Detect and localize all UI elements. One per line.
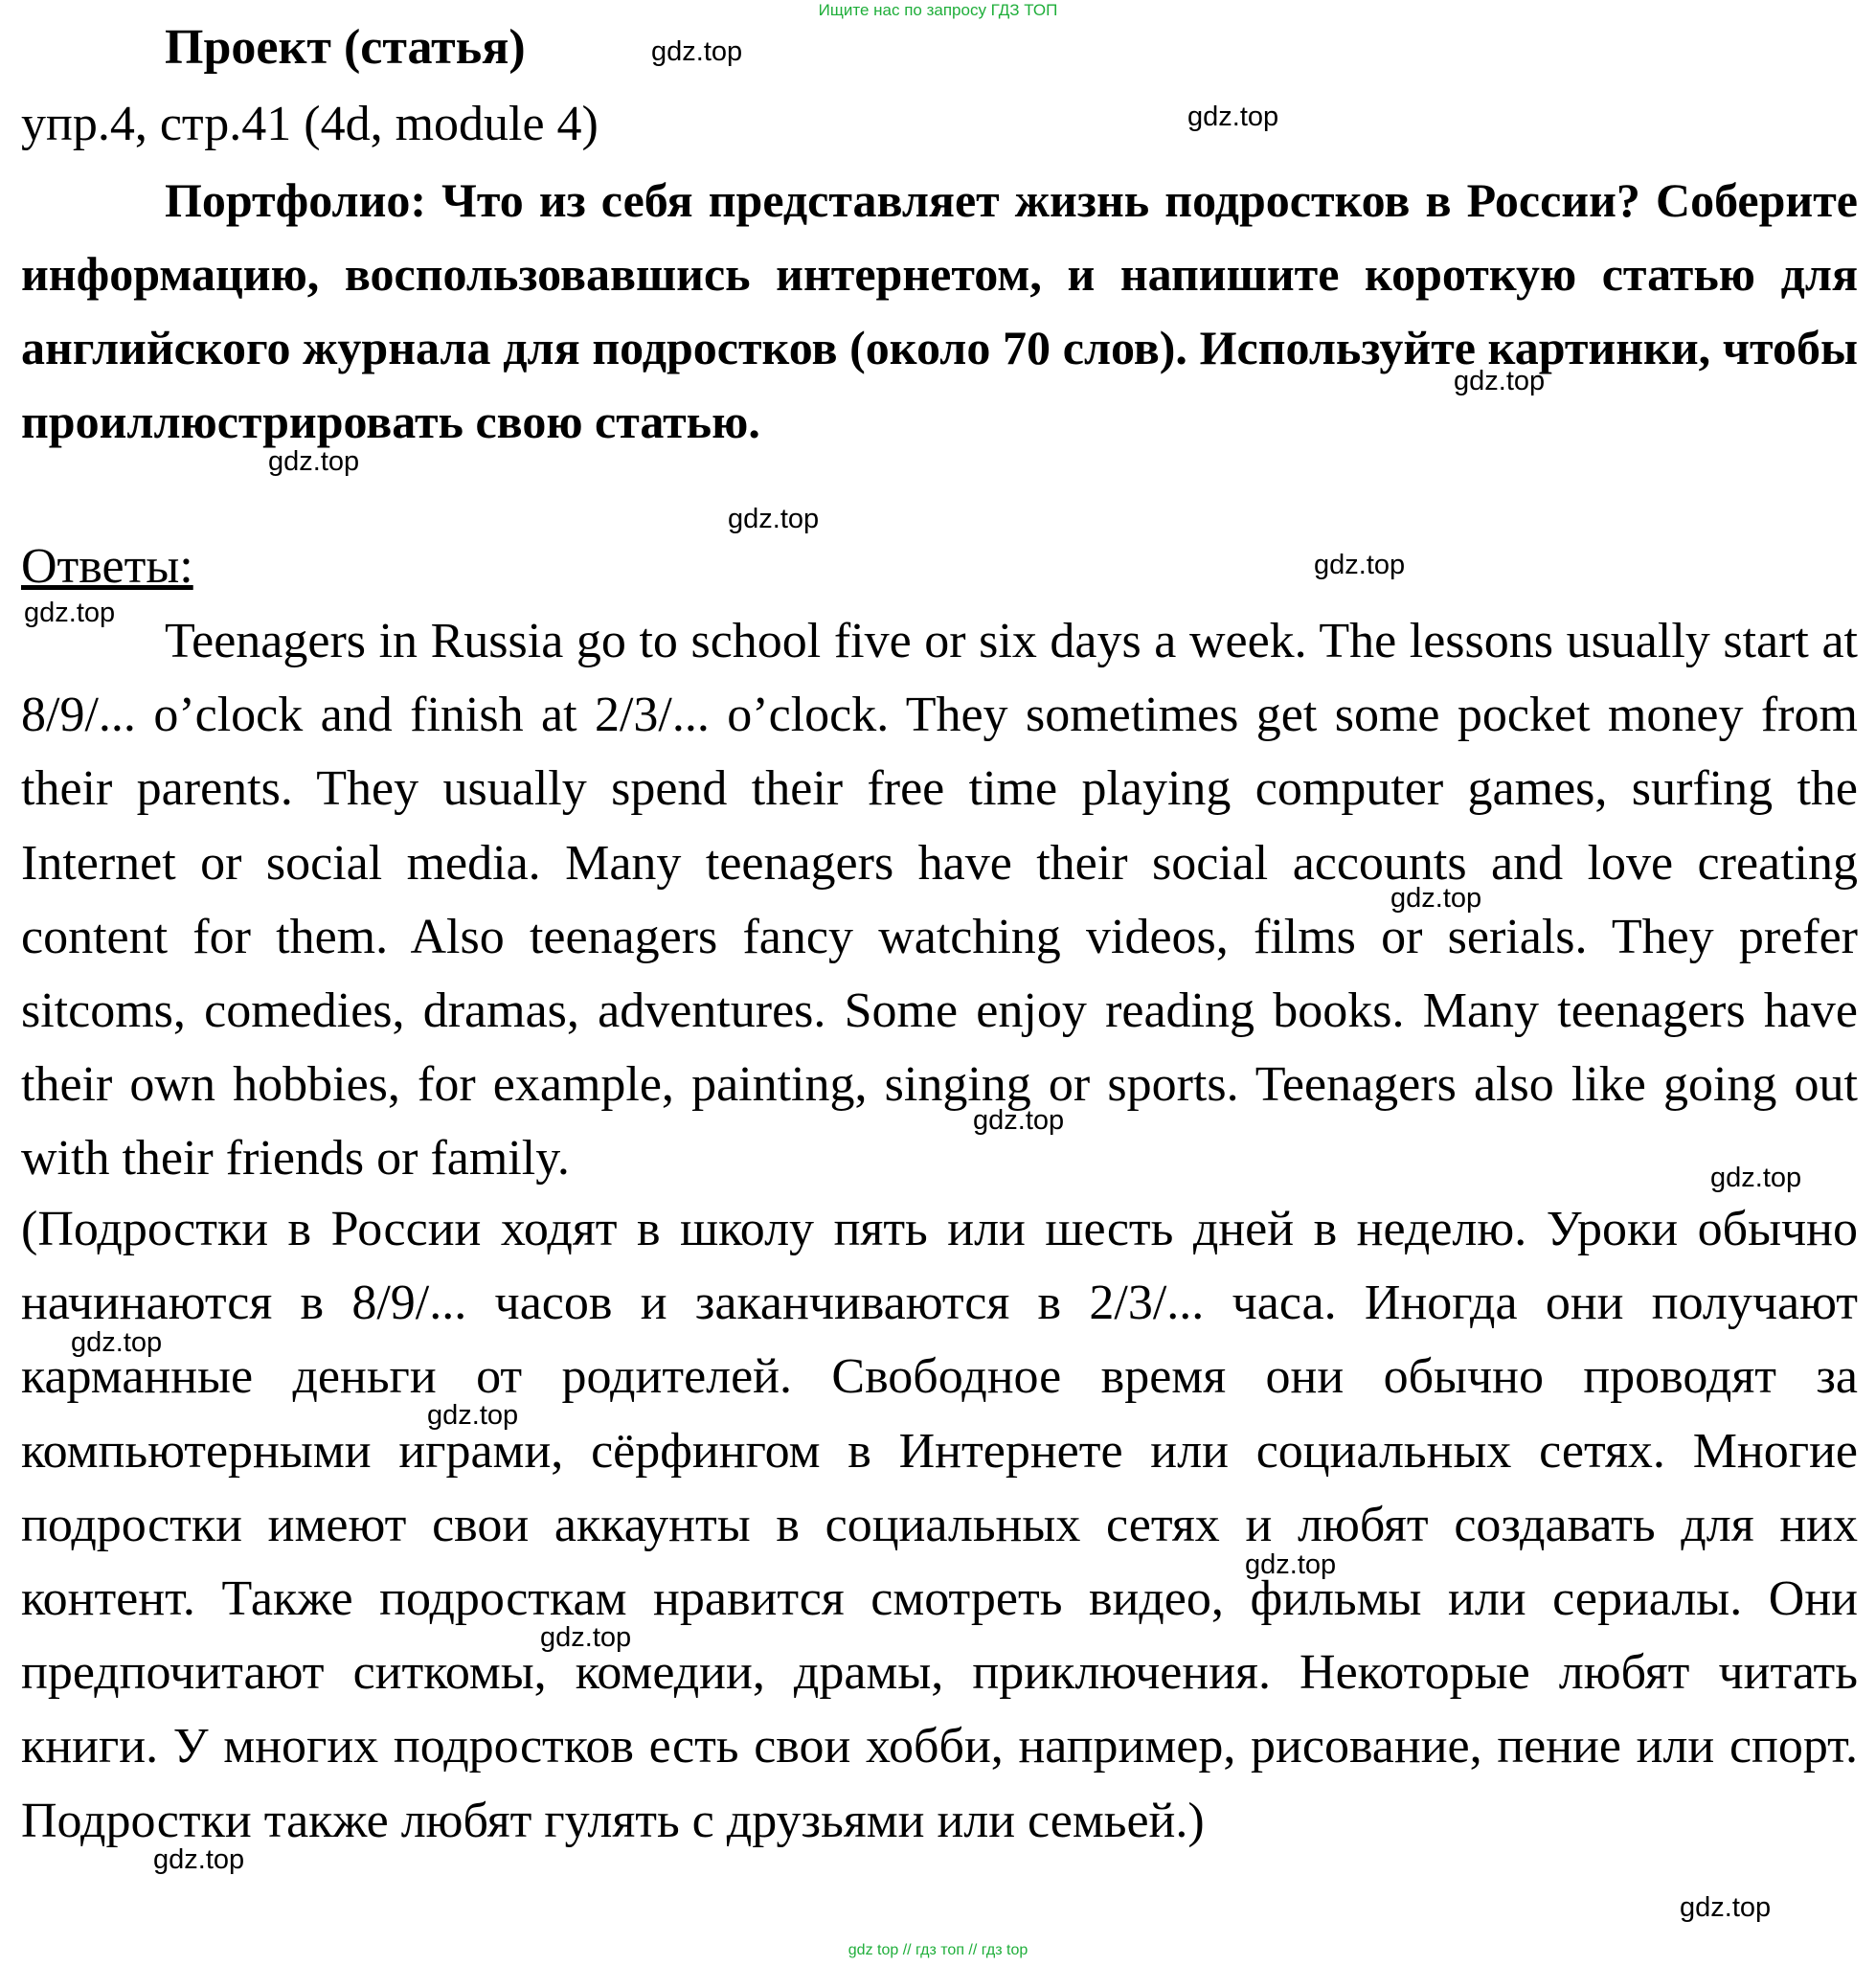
watermark: gdz.top	[427, 1400, 519, 1431]
watermark: gdz.top	[1454, 366, 1546, 396]
exercise-reference: упр.4, стр.41 (4d, module 4)	[21, 97, 599, 151]
watermark: gdz.top	[540, 1622, 632, 1653]
watermark: gdz.top	[728, 504, 820, 534]
bottom-banner[interactable]: gdz top // гдз топ // гдз top	[848, 1942, 1028, 1958]
answer-russian-translation: (Подростки в России ходят в школу пять или шесть дней в неделю. Уроки обычно начинаются в 8/9/... часов и заканчиваются в 2/3/... часа. Иногда они получают карманные деньги от родителей. Свободное время они обычно проводят за компьютерными играми, сёрфингом в Интернете или социальных сетях. Многие подростки имеют свои аккаунты в социальных сетях и любят создавать для них контент. Также подросткам нравится смотреть видео, фильмы или сериалы. Они предпочитают ситкомы, комедии, драмы, приключения. Некоторые любят читать книги. У многих подростков есть свои хобби, например, рисование, пение или спорт. Подростки также любят гулять с друзьями или семьей.)	[21, 1202, 1858, 1848]
watermark: gdz.top	[651, 36, 743, 67]
watermark: gdz.top	[24, 598, 116, 628]
watermark: gdz.top	[1390, 883, 1482, 914]
watermark: gdz.top	[1245, 1549, 1337, 1580]
watermark: gdz.top	[973, 1105, 1065, 1136]
answer-english: Teenagers in Russia go to school five or six days a week. The lessons usually start at 8/9/... o’clock and finish at 2/3/... o’clock. They sometimes get some pocket money from their parents. They usually spend their free time playing computer games, surfing the Internet or social media. Many teenagers have their social accounts and love creating content for them. Also teenagers fancy watching videos, films or serials. They prefer sitcoms, comedies, dramas, adventures. Some enjoy reading books. Many teenagers have their own hobbies, for example, painting, singing or sports. Teenagers also like going out with their friends or family.	[21, 614, 1858, 1186]
page-title: Проект (статья)	[165, 20, 526, 75]
top-banner[interactable]: Ищите нас по запросу ГДЗ ТОП	[818, 1, 1058, 19]
watermark: gdz.top	[71, 1327, 163, 1358]
watermark: gdz.top	[268, 446, 360, 477]
watermark: gdz.top	[1710, 1163, 1802, 1193]
watermark: gdz.top	[1314, 550, 1406, 580]
answers-heading: Ответы:	[21, 539, 193, 594]
task-text: Портфолио: Что из себя представляет жизнь подростков в России? Соберите информацию, воспользовавшись интернетом, и напишите короткую статью для английского журнала для подростков (около 70 слов). Используйте картинки, чтобы проиллюстрировать свою статью.	[21, 173, 1858, 448]
watermark: gdz.top	[153, 1844, 245, 1875]
watermark: gdz.top	[1680, 1892, 1772, 1923]
watermark: gdz.top	[1187, 102, 1279, 132]
